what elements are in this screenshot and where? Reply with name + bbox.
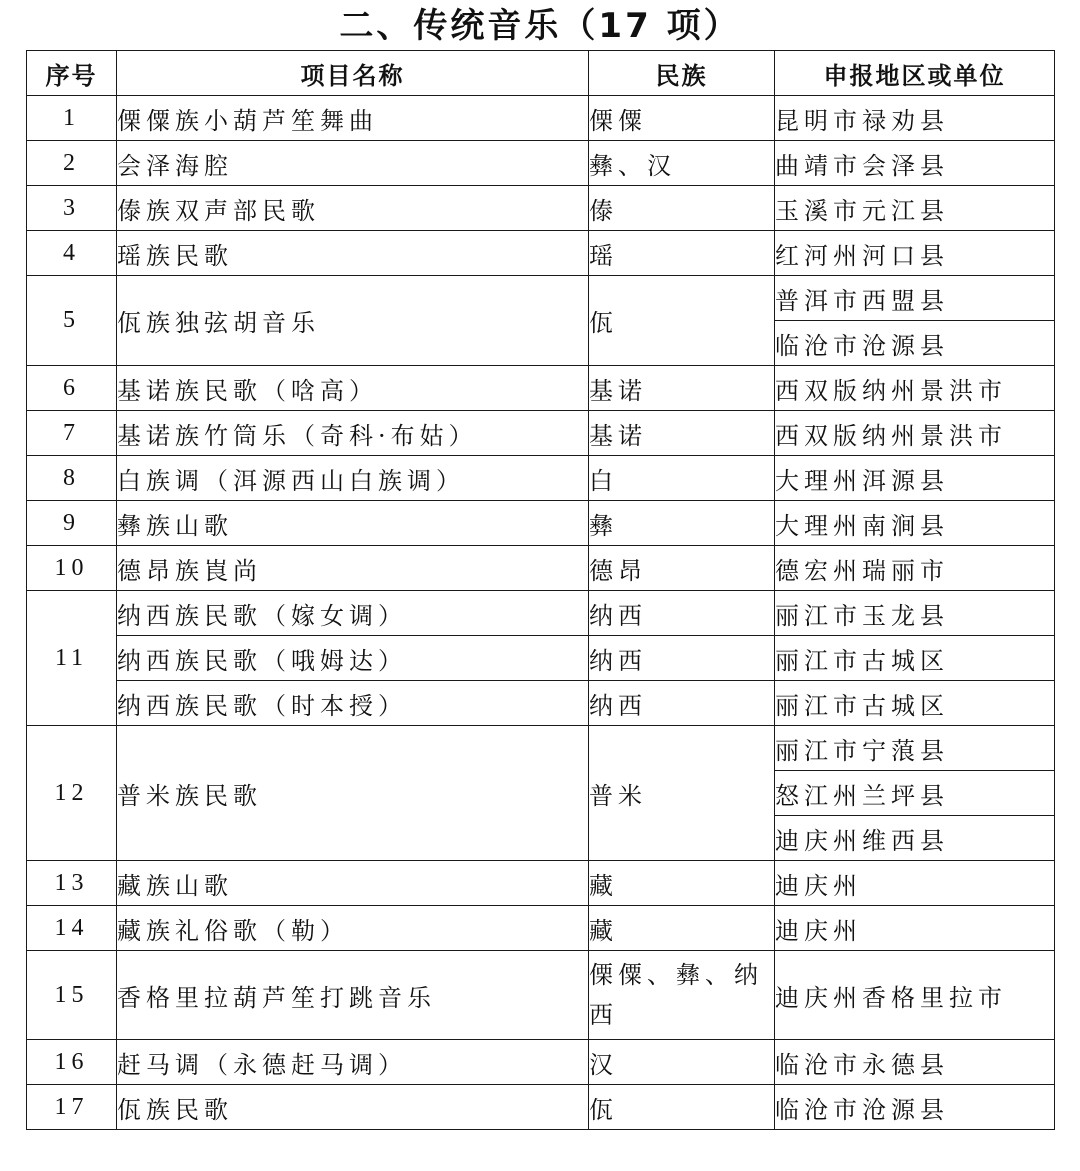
table-row: [27, 96, 1055, 141]
cell-no: 1: [27, 96, 117, 141]
cell-region: 临沧市沧源县: [775, 321, 1055, 366]
table-row: [27, 951, 1055, 1040]
cell-name: 德昂族崀尚: [117, 546, 589, 591]
cell-ethnicity: 藏: [589, 906, 775, 951]
cell-name: 白族调（洱源西山白族调）: [117, 456, 589, 501]
cell-region: 德宏州瑞丽市: [775, 546, 1055, 591]
cell-no: 4: [27, 231, 117, 276]
cell-no: 5: [27, 276, 117, 366]
cell-region: 临沧市永德县: [775, 1040, 1055, 1085]
cell-region: 迪庆州: [775, 861, 1055, 906]
cell-ethnicity: 傈僳、彝、纳西: [589, 951, 775, 1040]
cell-region: 大理州南涧县: [775, 501, 1055, 546]
table-row: [27, 141, 1055, 186]
cell-region: 丽江市古城区: [775, 681, 1055, 726]
header-ethnicity: 民族: [589, 51, 775, 96]
cell-ethnicity: 傈僳: [589, 96, 775, 141]
table-row: [27, 456, 1055, 501]
header-region: 申报地区或单位: [775, 51, 1055, 96]
cell-ethnicity: 纳西: [589, 636, 775, 681]
table-row: [27, 861, 1055, 906]
cell-no: 11: [27, 591, 117, 726]
cell-ethnicity: 佤: [589, 276, 775, 366]
cell-region: 临沧市沧源县: [775, 1085, 1055, 1130]
cell-no: 14: [27, 906, 117, 951]
cell-region: 丽江市古城区: [775, 636, 1055, 681]
cell-ethnicity: 白: [589, 456, 775, 501]
cell-name: 基诺族民歌（唅高）: [117, 366, 589, 411]
cell-ethnicity: 瑶: [589, 231, 775, 276]
cell-region: 普洱市西盟县: [775, 276, 1055, 321]
cell-ethnicity: 基诺: [589, 411, 775, 456]
cell-name: 瑶族民歌: [117, 231, 589, 276]
cell-no: 13: [27, 861, 117, 906]
table-row: [27, 1040, 1055, 1085]
cell-region: 曲靖市会泽县: [775, 141, 1055, 186]
cell-no: 17: [27, 1085, 117, 1130]
cell-ethnicity: 彝: [589, 501, 775, 546]
cell-no: 16: [27, 1040, 117, 1085]
cell-name: 佤族独弦胡音乐: [117, 276, 589, 366]
cell-name: 香格里拉葫芦笙打跳音乐: [117, 951, 589, 1040]
cell-region: 迪庆州香格里拉市: [775, 951, 1055, 1040]
cell-no: 3: [27, 186, 117, 231]
cell-no: 8: [27, 456, 117, 501]
table-row: [27, 591, 1055, 636]
cell-name: 普米族民歌: [117, 726, 589, 861]
cell-name: 纳西族民歌（嫁女调）: [117, 591, 589, 636]
cell-region: 红河州河口县: [775, 231, 1055, 276]
table-row: [27, 366, 1055, 411]
table-row: [27, 681, 1055, 726]
cell-region: 丽江市宁蒗县: [775, 726, 1055, 771]
table-row: [27, 906, 1055, 951]
cell-no: 15: [27, 951, 117, 1040]
cell-name: 藏族礼俗歌（勒）: [117, 906, 589, 951]
cell-name: 纳西族民歌（时本授）: [117, 681, 589, 726]
table-row: [27, 411, 1055, 456]
cell-ethnicity: 汉: [589, 1040, 775, 1085]
cell-region: 西双版纳州景洪市: [775, 411, 1055, 456]
table-row: [27, 636, 1055, 681]
cell-region: 昆明市禄劝县: [775, 96, 1055, 141]
table-row: [27, 276, 1055, 321]
cell-no: 10: [27, 546, 117, 591]
cell-name: 傣族双声部民歌: [117, 186, 589, 231]
cell-region: 西双版纳州景洪市: [775, 366, 1055, 411]
heritage-table: [26, 50, 1055, 1130]
cell-name: 藏族山歌: [117, 861, 589, 906]
cell-name: 纳西族民歌（哦姆达）: [117, 636, 589, 681]
cell-region: 怒江州兰坪县: [775, 771, 1055, 816]
cell-ethnicity: 佤: [589, 1085, 775, 1130]
table-row: [27, 1085, 1055, 1130]
cell-name: 傈僳族小葫芦笙舞曲: [117, 96, 589, 141]
header-no: 序号: [27, 51, 117, 96]
cell-region: 玉溪市元江县: [775, 186, 1055, 231]
cell-ethnicity: 纳西: [589, 681, 775, 726]
table-row: [27, 501, 1055, 546]
cell-no: 6: [27, 366, 117, 411]
cell-no: 2: [27, 141, 117, 186]
header-name: 项目名称: [117, 51, 589, 96]
cell-region: 迪庆州维西县: [775, 816, 1055, 861]
table-row: [27, 231, 1055, 276]
cell-name: 赶马调（永德赶马调）: [117, 1040, 589, 1085]
cell-no: 7: [27, 411, 117, 456]
table-row: [27, 186, 1055, 231]
cell-ethnicity: 彝、汉: [589, 141, 775, 186]
cell-name: 佤族民歌: [117, 1085, 589, 1130]
cell-name: 彝族山歌: [117, 501, 589, 546]
page-title: 二、传统音乐（17 项）: [339, 6, 741, 46]
cell-no: 9: [27, 501, 117, 546]
table-row: [27, 546, 1055, 591]
cell-ethnicity: 普米: [589, 726, 775, 861]
cell-region: 丽江市玉龙县: [775, 591, 1055, 636]
cell-name: 基诺族竹筒乐（奇科·布姑）: [117, 411, 589, 456]
cell-ethnicity: 德昂: [589, 546, 775, 591]
cell-ethnicity: 傣: [589, 186, 775, 231]
cell-region: 大理州洱源县: [775, 456, 1055, 501]
cell-region: 迪庆州: [775, 906, 1055, 951]
table-header-row: [27, 51, 1055, 96]
cell-name: 会泽海腔: [117, 141, 589, 186]
cell-ethnicity: 藏: [589, 861, 775, 906]
cell-ethnicity: 纳西: [589, 591, 775, 636]
table-row: [27, 726, 1055, 771]
cell-no: 12: [27, 726, 117, 861]
cell-ethnicity: 基诺: [589, 366, 775, 411]
